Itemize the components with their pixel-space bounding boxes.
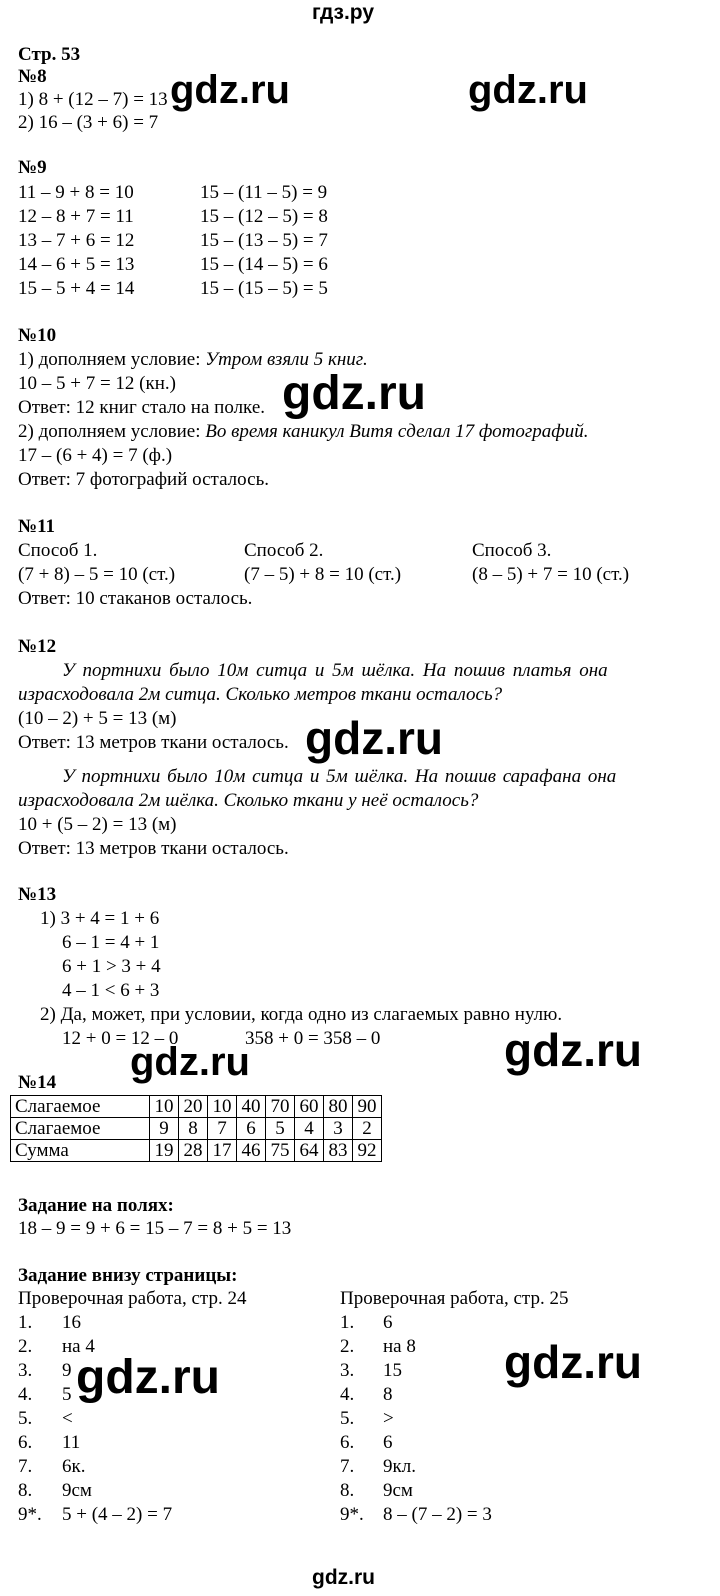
list-item-number: 4. [18, 1384, 33, 1405]
list-item: 15 [383, 1360, 402, 1381]
check-left-title: Проверочная работа, стр. 24 [18, 1288, 247, 1309]
list-item: 8 [383, 1384, 393, 1405]
n8-title: №8 [18, 66, 47, 87]
n13-line-5: 2) Да, может, при условии, когда одно из слагаемых равно нулю. [40, 1004, 563, 1025]
n9-right-2: 15 – (12 – 5) = 8 [200, 206, 328, 227]
list-item: на 8 [383, 1336, 416, 1357]
n10-line-3: Ответ: 12 книг стало на полке. [18, 397, 265, 418]
n10-line-2: 10 – 5 + 7 = 12 (кн.) [18, 373, 176, 394]
n11-title: №11 [18, 516, 56, 537]
table-cell: 70 [266, 1096, 295, 1118]
n8-line-2: 2) 16 – (3 + 6) = 7 [18, 112, 159, 133]
table-cell: 7 [208, 1118, 237, 1140]
n13-line-2: 6 – 1 = 4 + 1 [62, 932, 160, 953]
table-cell: 10 [208, 1096, 237, 1118]
n10-line-4-text: 2) дополняем условие: [18, 421, 206, 442]
list-item: 6 [383, 1312, 393, 1333]
list-item: 6к. [62, 1456, 86, 1477]
list-item-number: 2. [18, 1336, 33, 1357]
table-row [11, 1118, 382, 1140]
list-item-number: 3. [18, 1360, 33, 1381]
n13-line-6a: 12 + 0 = 12 – 0 [62, 1028, 179, 1049]
n13-line-4: 4 – 1 < 6 + 3 [62, 980, 160, 1001]
n11-expr-1: (7 + 8) – 5 = 10 (ст.) [18, 564, 176, 585]
list-item-number: 5. [340, 1408, 355, 1429]
site-footer: gdz.ru [312, 1566, 375, 1589]
n9-left-1: 11 – 9 + 8 = 10 [18, 182, 134, 203]
page-number: Стр. 53 [18, 44, 81, 65]
list-item-number: 3. [340, 1360, 355, 1381]
margin-task-title: Задание на полях: [18, 1195, 174, 1216]
n13-line-3: 6 + 1 > 3 + 4 [62, 956, 161, 977]
list-item: 9см [383, 1480, 413, 1501]
n9-left-4: 14 – 6 + 5 = 13 [18, 254, 135, 275]
table-cell: 64 [295, 1140, 324, 1162]
n10-line-5: 17 – (6 + 4) = 7 (ф.) [18, 445, 173, 466]
n11-way-2: Способ 2. [244, 540, 324, 561]
n10-line-4 [18, 421, 589, 443]
table-cell: 60 [295, 1096, 324, 1118]
site-header: гдз.ру [312, 1, 375, 24]
n12-answer-2: Ответ: 13 метров ткани осталось. [18, 838, 289, 859]
watermark: gdz.ru [504, 1336, 642, 1388]
list-item: 9 [62, 1360, 72, 1381]
watermark: gdz.ru [504, 1024, 642, 1076]
list-item-number: 9*. [340, 1504, 364, 1525]
n10-line-4-italic: Во время каникул Витя сделал 17 фотографий. [205, 421, 589, 442]
list-item-number: 1. [18, 1312, 33, 1333]
table-cell: 6 [237, 1118, 266, 1140]
n13-title: №13 [18, 884, 57, 905]
table-cell: 80 [324, 1096, 353, 1118]
table-cell: 90 [353, 1096, 382, 1118]
n11-expr-2: (7 – 5) + 8 = 10 (ст.) [244, 564, 402, 585]
list-item-number: 4. [340, 1384, 355, 1405]
table-cell: 17 [208, 1140, 237, 1162]
watermark: gdz.ru [170, 68, 290, 112]
table-cell: 3 [324, 1118, 353, 1140]
list-item: 9см [62, 1480, 92, 1501]
n9-title: №9 [18, 157, 47, 178]
list-item-number: 5. [18, 1408, 33, 1429]
n11-way-3: Способ 3. [472, 540, 552, 561]
table-cell: 19 [150, 1140, 179, 1162]
check-right-title: Проверочная работа, стр. 25 [340, 1288, 569, 1309]
list-item: 16 [62, 1312, 81, 1333]
list-item-number: 7. [340, 1456, 355, 1477]
list-item: > [383, 1408, 394, 1429]
n10-line-1-text: 1) дополняем условие: [18, 349, 206, 370]
n12-title: №12 [18, 636, 57, 657]
list-item-number: 8. [18, 1480, 33, 1501]
list-item: 5 + (4 – 2) = 7 [62, 1504, 173, 1525]
table-row [11, 1140, 382, 1162]
n12-expr-2: 10 + (5 – 2) = 13 (м) [18, 814, 177, 835]
n11-answer: Ответ: 10 стаканов осталось. [18, 588, 253, 609]
table-cell: 28 [179, 1140, 208, 1162]
watermark: gdz.ru [468, 68, 588, 112]
watermark: gdz.ru [282, 367, 426, 420]
list-item-number: 2. [340, 1336, 355, 1357]
n12-answer-1: Ответ: 13 метров ткани осталось. [18, 732, 289, 753]
list-item: 5 [62, 1384, 72, 1405]
n9-left-2: 12 – 8 + 7 = 11 [18, 206, 134, 227]
table-cell: 4 [295, 1118, 324, 1140]
table-row [11, 1096, 382, 1118]
n12-problem-1b: израсходовала 2м ситца. Сколько метров ткани осталось? [18, 684, 503, 705]
table-cell-label: Сумма [11, 1140, 150, 1162]
n10-title: №10 [18, 325, 57, 346]
list-item-number: 8. [340, 1480, 355, 1501]
n12-problem-2a: У портнихи было 10м ситца и 5м шёлка. На пошив сарафана она [62, 766, 617, 787]
margin-task-line: 18 – 9 = 9 + 6 = 15 – 7 = 8 + 5 = 13 [18, 1218, 292, 1239]
table-cell: 9 [150, 1118, 179, 1140]
n12-problem-2b: израсходовала 2м шёлка. Сколько ткани у неё осталось? [18, 790, 479, 811]
n11-way-1: Способ 1. [18, 540, 98, 561]
list-item-number: 9*. [18, 1504, 42, 1525]
n14-table [10, 1095, 382, 1162]
n12-problem-1a: У портнихи было 10м ситца и 5м шёлка. На пошив платья она [62, 660, 608, 681]
n9-left-5: 15 – 5 + 4 = 14 [18, 278, 135, 299]
table-cell: 75 [266, 1140, 295, 1162]
list-item: 11 [62, 1432, 81, 1453]
list-item-number: 6. [340, 1432, 355, 1453]
table-cell: 10 [150, 1096, 179, 1118]
list-item: < [62, 1408, 73, 1429]
list-item-number: 7. [18, 1456, 33, 1477]
n10-line-1-italic: Утром взяли 5 книг. [205, 349, 368, 370]
n9-right-4: 15 – (14 – 5) = 6 [200, 254, 328, 275]
table-cell: 5 [266, 1118, 295, 1140]
watermark: gdz.ru [305, 712, 443, 764]
n10-line-6: Ответ: 7 фотографий осталось. [18, 469, 269, 490]
list-item: 9кл. [383, 1456, 416, 1477]
n14-title: №14 [18, 1072, 57, 1093]
table-cell: 46 [237, 1140, 266, 1162]
n9-right-1: 15 – (11 – 5) = 9 [200, 182, 328, 203]
table-cell: 2 [353, 1118, 382, 1140]
table-cell: 92 [353, 1140, 382, 1162]
watermark: gdz.ru [76, 1351, 220, 1404]
table-cell: 20 [179, 1096, 208, 1118]
table-cell: 40 [237, 1096, 266, 1118]
list-item: 8 – (7 – 2) = 3 [383, 1504, 492, 1525]
list-item: на 4 [62, 1336, 95, 1357]
bottom-task-title: Задание внизу страницы: [18, 1265, 238, 1286]
list-item: 6 [383, 1432, 393, 1453]
n13-line-6b: 358 + 0 = 358 – 0 [245, 1028, 381, 1049]
table-cell-label: Слагаемое [11, 1118, 150, 1140]
n11-expr-3: (8 – 5) + 7 = 10 (ст.) [472, 564, 630, 585]
watermark: gdz.ru [130, 1040, 250, 1084]
table-cell: 8 [179, 1118, 208, 1140]
list-item-number: 6. [18, 1432, 33, 1453]
table-cell: 83 [324, 1140, 353, 1162]
n9-right-3: 15 – (13 – 5) = 7 [200, 230, 328, 251]
table-cell-label: Слагаемое [11, 1096, 150, 1118]
n9-right-5: 15 – (15 – 5) = 5 [200, 278, 328, 299]
n9-left-3: 13 – 7 + 6 = 12 [18, 230, 135, 251]
n8-line-1: 1) 8 + (12 – 7) = 13 [18, 89, 168, 110]
n13-line-1: 1) 3 + 4 = 1 + 6 [40, 908, 160, 929]
n12-expr-1: (10 – 2) + 5 = 13 (м) [18, 708, 177, 729]
list-item-number: 1. [340, 1312, 355, 1333]
